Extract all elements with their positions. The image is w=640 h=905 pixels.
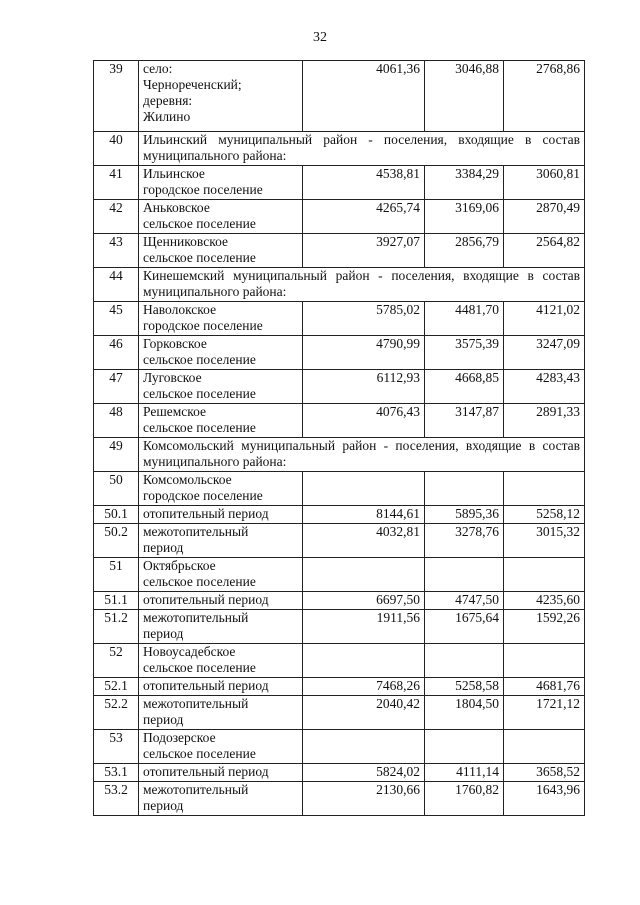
tariff-value-2: 5895,36 bbox=[425, 506, 504, 524]
table-row bbox=[94, 524, 585, 558]
tariff-value-2: 3384,29 bbox=[425, 166, 504, 200]
tariff-value-2: 3278,76 bbox=[425, 524, 504, 558]
row-number: 53.2 bbox=[94, 782, 139, 816]
tariff-value-3 bbox=[504, 730, 585, 764]
tariff-value-1 bbox=[303, 730, 425, 764]
row-number: 51.2 bbox=[94, 610, 139, 644]
row-number: 51.1 bbox=[94, 592, 139, 610]
table-row bbox=[94, 472, 585, 506]
tariff-value-1: 4032,81 bbox=[303, 524, 425, 558]
row-number: 48 bbox=[94, 404, 139, 438]
tariff-value-2 bbox=[425, 730, 504, 764]
tariff-value-3: 4681,76 bbox=[504, 678, 585, 696]
tariff-value-3 bbox=[504, 472, 585, 506]
table-row bbox=[94, 644, 585, 678]
tariff-value-2: 1760,82 bbox=[425, 782, 504, 816]
row-number: 47 bbox=[94, 370, 139, 404]
tariff-value-1: 4076,43 bbox=[303, 404, 425, 438]
tariff-value-1: 4790,99 bbox=[303, 336, 425, 370]
settlement-name: Комсомольское городское поселение bbox=[139, 472, 303, 506]
settlement-name: Решемское сельское поселение bbox=[139, 404, 303, 438]
settlement-name: Щенниковское сельское поселение bbox=[139, 234, 303, 268]
district-heading: Кинешемский муниципальный район - поселения, входящие в состав муниципального района: bbox=[139, 268, 585, 302]
tariff-value-1 bbox=[303, 644, 425, 678]
tariff-value-3: 2870,49 bbox=[504, 200, 585, 234]
tariff-value-2: 4111,14 bbox=[425, 764, 504, 782]
row-number: 45 bbox=[94, 302, 139, 336]
district-heading: Ильинский муниципальный район - поселения, входящие в состав муниципального района: bbox=[139, 132, 585, 166]
tariff-value-1: 4265,74 bbox=[303, 200, 425, 234]
tariff-value-1: 8144,61 bbox=[303, 506, 425, 524]
tariff-value-1 bbox=[303, 472, 425, 506]
table-row bbox=[94, 234, 585, 268]
row-number: 49 bbox=[94, 438, 139, 472]
tariff-value-1: 1911,56 bbox=[303, 610, 425, 644]
tariff-value-1: 2040,42 bbox=[303, 696, 425, 730]
tariff-value-2: 4481,70 bbox=[425, 302, 504, 336]
row-number: 44 bbox=[94, 268, 139, 302]
tariff-value-2: 3575,39 bbox=[425, 336, 504, 370]
tariff-value-2: 1675,64 bbox=[425, 610, 504, 644]
tariff-value-1: 2130,66 bbox=[303, 782, 425, 816]
tariff-value-2: 5258,58 bbox=[425, 678, 504, 696]
settlement-name: село: Чернореченский; деревня: Жилино bbox=[139, 61, 303, 132]
tariff-value-1: 4061,36 bbox=[303, 61, 425, 132]
tariff-value-1: 6697,50 bbox=[303, 592, 425, 610]
table-row bbox=[94, 764, 585, 782]
tariff-value-1: 3927,07 bbox=[303, 234, 425, 268]
table-row bbox=[94, 592, 585, 610]
settlement-name: Горковское сельское поселение bbox=[139, 336, 303, 370]
row-number: 41 bbox=[94, 166, 139, 200]
tariff-value-3 bbox=[504, 644, 585, 678]
table-row bbox=[94, 61, 585, 132]
table-row bbox=[94, 370, 585, 404]
table-row bbox=[94, 404, 585, 438]
settlement-name: Новоусадебское сельское поселение bbox=[139, 644, 303, 678]
tariff-value-1: 4538,81 bbox=[303, 166, 425, 200]
tariff-value-3: 2891,33 bbox=[504, 404, 585, 438]
table-row-district bbox=[94, 438, 585, 472]
tariff-value-2 bbox=[425, 472, 504, 506]
table-row bbox=[94, 336, 585, 370]
settlement-name: отопительный период bbox=[139, 678, 303, 696]
settlement-name: Октябрьское сельское поселение bbox=[139, 558, 303, 592]
tariff-value-3: 1592,26 bbox=[504, 610, 585, 644]
tariff-value-3: 5258,12 bbox=[504, 506, 585, 524]
table-row bbox=[94, 558, 585, 592]
tariff-value-2: 3147,87 bbox=[425, 404, 504, 438]
row-number: 50.1 bbox=[94, 506, 139, 524]
tariff-value-1: 6112,93 bbox=[303, 370, 425, 404]
tariff-value-3: 4283,43 bbox=[504, 370, 585, 404]
district-heading: Комсомольский муниципальный район - поселения, входящие в состав муниципального района: bbox=[139, 438, 585, 472]
tariff-value-2 bbox=[425, 558, 504, 592]
tariff-value-2: 3046,88 bbox=[425, 61, 504, 132]
row-number: 42 bbox=[94, 200, 139, 234]
table-row bbox=[94, 696, 585, 730]
table-row-district bbox=[94, 268, 585, 302]
tariff-value-1 bbox=[303, 558, 425, 592]
row-number: 50 bbox=[94, 472, 139, 506]
row-number: 50.2 bbox=[94, 524, 139, 558]
row-number: 39 bbox=[94, 61, 139, 132]
tariff-value-3: 3247,09 bbox=[504, 336, 585, 370]
settlement-name: Луговское сельское поселение bbox=[139, 370, 303, 404]
settlement-name: межотопительный период bbox=[139, 524, 303, 558]
settlement-name: Ильинское городское поселение bbox=[139, 166, 303, 200]
tariff-value-1: 7468,26 bbox=[303, 678, 425, 696]
table-row bbox=[94, 730, 585, 764]
table-row-district bbox=[94, 132, 585, 166]
tariff-value-3 bbox=[504, 558, 585, 592]
settlement-name: межотопительный период bbox=[139, 782, 303, 816]
settlement-name: отопительный период bbox=[139, 592, 303, 610]
tariff-value-2: 3169,06 bbox=[425, 200, 504, 234]
tariff-value-2: 2856,79 bbox=[425, 234, 504, 268]
settlement-name: межотопительный период bbox=[139, 696, 303, 730]
settlement-name: межотопительный период bbox=[139, 610, 303, 644]
tariff-value-2: 4668,85 bbox=[425, 370, 504, 404]
tariff-value-3: 4121,02 bbox=[504, 302, 585, 336]
tariff-value-3: 2564,82 bbox=[504, 234, 585, 268]
tariff-value-1: 5785,02 bbox=[303, 302, 425, 336]
tariff-value-1: 5824,02 bbox=[303, 764, 425, 782]
tariff-table bbox=[93, 60, 585, 816]
tariff-value-3: 2768,86 bbox=[504, 61, 585, 132]
table-body bbox=[94, 61, 585, 816]
settlement-name: отопительный период bbox=[139, 764, 303, 782]
row-number: 46 bbox=[94, 336, 139, 370]
tariff-value-3: 3015,32 bbox=[504, 524, 585, 558]
row-number: 53.1 bbox=[94, 764, 139, 782]
page-number: 32 bbox=[313, 30, 327, 45]
tariff-value-3: 4235,60 bbox=[504, 592, 585, 610]
row-number: 40 bbox=[94, 132, 139, 166]
tariff-value-2: 1804,50 bbox=[425, 696, 504, 730]
row-number: 52.1 bbox=[94, 678, 139, 696]
table-row bbox=[94, 166, 585, 200]
tariff-value-2: 4747,50 bbox=[425, 592, 504, 610]
table-row bbox=[94, 782, 585, 816]
tariff-value-3: 3060,81 bbox=[504, 166, 585, 200]
table-row bbox=[94, 302, 585, 336]
row-number: 52 bbox=[94, 644, 139, 678]
table-row bbox=[94, 506, 585, 524]
settlement-name: Наволокское городское поселение bbox=[139, 302, 303, 336]
settlement-name: Подозерское сельское поселение bbox=[139, 730, 303, 764]
table-row bbox=[94, 200, 585, 234]
row-number: 53 bbox=[94, 730, 139, 764]
row-number: 43 bbox=[94, 234, 139, 268]
row-number: 52.2 bbox=[94, 696, 139, 730]
tariff-value-3: 3658,52 bbox=[504, 764, 585, 782]
table-row bbox=[94, 678, 585, 696]
row-number: 51 bbox=[94, 558, 139, 592]
table-row bbox=[94, 610, 585, 644]
tariff-value-2 bbox=[425, 644, 504, 678]
tariff-value-3: 1721,12 bbox=[504, 696, 585, 730]
settlement-name: Аньковское сельское поселение bbox=[139, 200, 303, 234]
settlement-name: отопительный период bbox=[139, 506, 303, 524]
tariff-value-3: 1643,96 bbox=[504, 782, 585, 816]
